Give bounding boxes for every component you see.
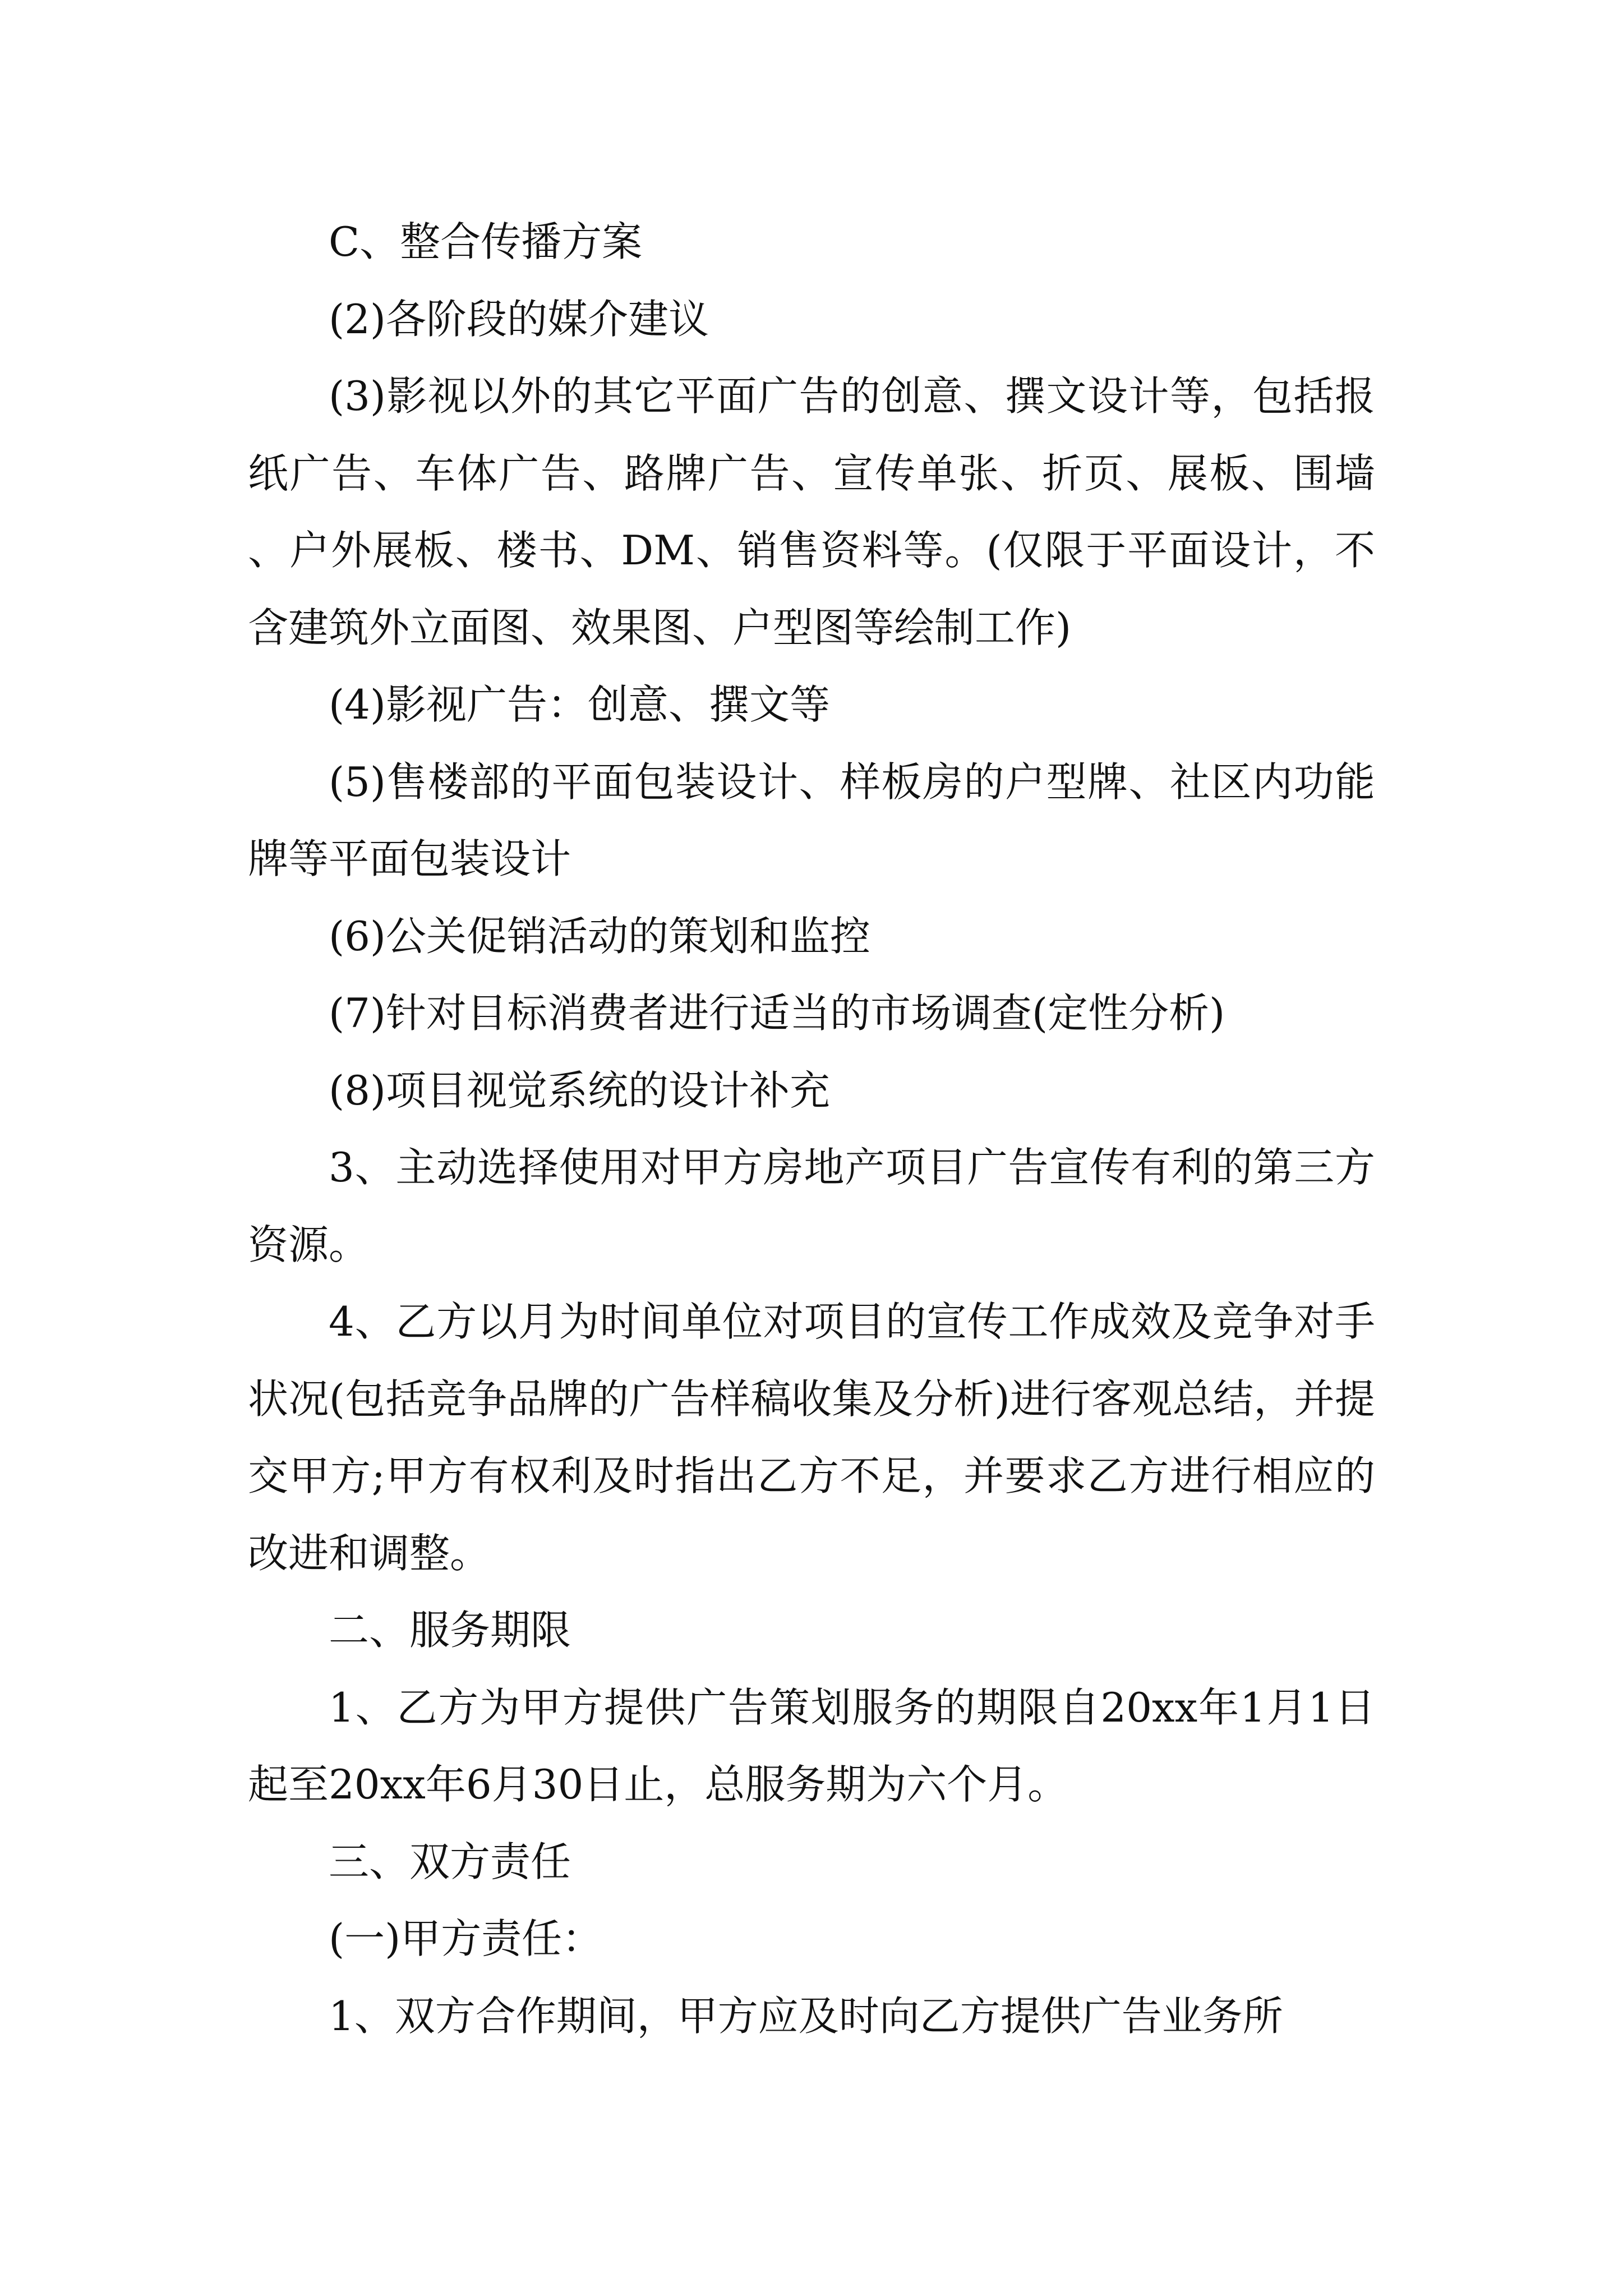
paragraph-visual-system: (8)项目视觉系统的设计补充 <box>329 1066 830 1114</box>
paragraph-video-advertising: (4)影视广告：创意、撰文等 <box>329 681 830 728</box>
paragraph-media-suggestions: (2)各阶段的媒介建议 <box>329 295 709 343</box>
section-heading-responsibilities: 三、双方责任 <box>329 1838 571 1885</box>
subsection-heading-party-a: (一)甲方责任： <box>329 1915 603 1962</box>
paragraph-sales-office-design: (5)售楼部的平面包装设计、样板房的户型牌、社区内功能牌等平面包装设计 <box>248 758 1375 882</box>
paragraph-party-a-duty-1: 1、双方合作期间，甲方应及时向乙方提供广告业务所 <box>329 1992 1283 2040</box>
paragraph-print-advertising: (3)影视以外的其它平面广告的创意、撰文设计等，包括报纸广告、车体广告、路牌广告、宣传单张、折页、展板、围墙、户外展板、楼书、DM、销售资料等。(仅限于平面设计，不含建筑外立面图、效果图、户型图等绘制工作) <box>248 372 1375 651</box>
paragraph-pr-promotion: (6)公关促销活动的策划和监控 <box>329 912 870 960</box>
paragraph-monthly-summary: 4、乙方以月为时间单位对项目的宣传工作成效及竞争对手状况(包括竞争品牌的广告样稿收集及分析)进行客观总结，并提交甲方;甲方有权利及时指出乙方不足，并要求乙方进行相应的改进和调整。 <box>248 1298 1375 1577</box>
paragraph-integrated-communication-plan: C、整合传播方案 <box>329 218 643 265</box>
paragraph-service-period: 1、乙方为甲方提供广告策划服务的期限自20xx年1月1日起至20xx年6月30日止，总服务期为六个月。 <box>248 1683 1375 1808</box>
paragraph-third-party-resources: 3、主动选择使用对甲方房地产项目广告宣传有利的第三方资源。 <box>248 1144 1375 1268</box>
section-heading-service-period: 二、服务期限 <box>329 1607 571 1654</box>
paragraph-market-research: (7)针对目标消费者进行适当的市场调查(定性分析) <box>329 990 1225 1037</box>
document-body <box>248 204 1375 2055</box>
